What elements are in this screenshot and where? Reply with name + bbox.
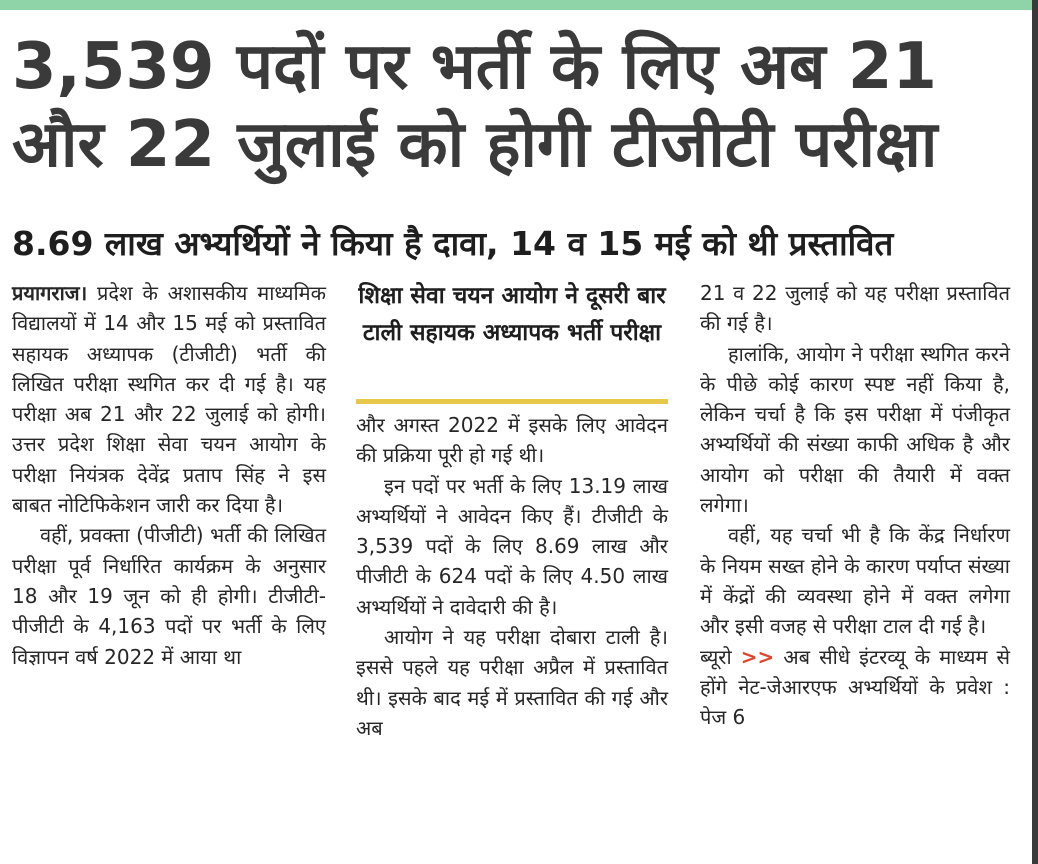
- related-story[interactable]: [700, 642, 1010, 733]
- page-edge: [1032, 0, 1038, 864]
- paragraph: 21 व 22 जुलाई को यह परीक्षा प्रस्तावित की गई है।: [700, 281, 1010, 336]
- paragraph-text: प्रदेश के अशासकीय माध्यमिक विद्यालयों में 14 और 15 मई को प्रस्तावित सहायक अध्यापक (टीजीटी) भर्ती की लिखित परीक्षा स्थगित कर दी गई है। यह परीक्षा अब 21 और 22 जुलाई को होगी। उत्तर प्रदेश शिक्षा सेवा चयन आयोग के परीक्षा नियंत्रक देवेंद्र प्रताप सिंह ने इस बाबत नोटिफिकेशन जारी कर दिया है।: [12, 281, 326, 518]
- paragraph: और अगस्त 2022 में इसके लिए आवेदन की प्रक्रिया पूरी हो गई थी।: [356, 413, 668, 468]
- arrow-icon: >>: [740, 644, 775, 669]
- byline: ब्यूरो: [700, 644, 732, 669]
- dateline: प्रयागराज।: [12, 281, 88, 305]
- top-color-bar: [0, 0, 1038, 10]
- article-column-2: [356, 410, 668, 743]
- subheadline: 8.69 लाख अभ्यर्थियों ने किया है दावा, 14 व 15 मई को थी प्रस्तावित: [12, 224, 894, 263]
- sidebar-box-rule: [356, 399, 668, 404]
- article-column-3: [700, 278, 1010, 732]
- sidebar-box: [356, 278, 668, 394]
- sidebar-box-text: शिक्षा सेवा चयन आयोग ने दूसरी बार टाली सहायक अध्यापक भर्ती परीक्षा: [358, 283, 666, 346]
- related-story-text: अब सीधे इंटरव्यू के माध्यम से होंगे नेट-जेआरएफ अभ्यर्थियों के प्रवेश : पेज 6: [700, 644, 1011, 730]
- paragraph: हालांकि, आयोग ने परीक्षा स्थगित करने के पीछे कोई कारण स्पष्ट नहीं किया है, लेकिन चर्चा है कि इस परीक्षा में पंजीकृत अभ्यर्थियों की संख्या काफी अधिक है और आयोग को परीक्षा की तैयारी में वक्त लगेगा।: [700, 341, 1010, 518]
- article-column-1: [12, 278, 326, 672]
- paragraph: [12, 278, 326, 520]
- paragraph: आयोग ने यह परीक्षा दोबारा टाली है। इससे पहले यह परीक्षा अप्रैल में प्रस्तावित थी। इसके बाद मई में प्रस्तावित की गई और अब: [356, 625, 668, 740]
- headline: 3,539 पदों पर भर्ती के लिए अब 21 और 22 जुलाई को होगी टीजीटी परीक्षा: [12, 30, 938, 182]
- paragraph: वहीं, यह चर्चा भी है कि केंद्र निर्धारण के नियम सख्त होने के कारण पर्याप्त संख्या में केंद्रों की व्यवस्था होने में वक्त लगेगा और इसी वजह से परीक्षा टाल दी गई है।: [700, 523, 1010, 639]
- paragraph: वहीं, प्रवक्ता (पीजीटी) भर्ती की लिखित परीक्षा पूर्व निर्धारित कार्यक्रम के अनुसार 18 और 19 जून को ही होगी। टीजीटी-पीजीटी के 4,163 पदों पर भर्ती के लिए विज्ञापन वर्ष 2022 में आया था: [12, 523, 326, 669]
- paragraph: इन पदों पर भर्ती के लिए 13.19 लाख अभ्यर्थियों ने आवेदन किए हैं। टीजीटी के 3,539 पदों के लिए 8.69 लाख और पीजीटी के 624 पदों के लिए 4.50 लाख अभ्यर्थियों ने दावेदारी की है।: [356, 473, 668, 619]
